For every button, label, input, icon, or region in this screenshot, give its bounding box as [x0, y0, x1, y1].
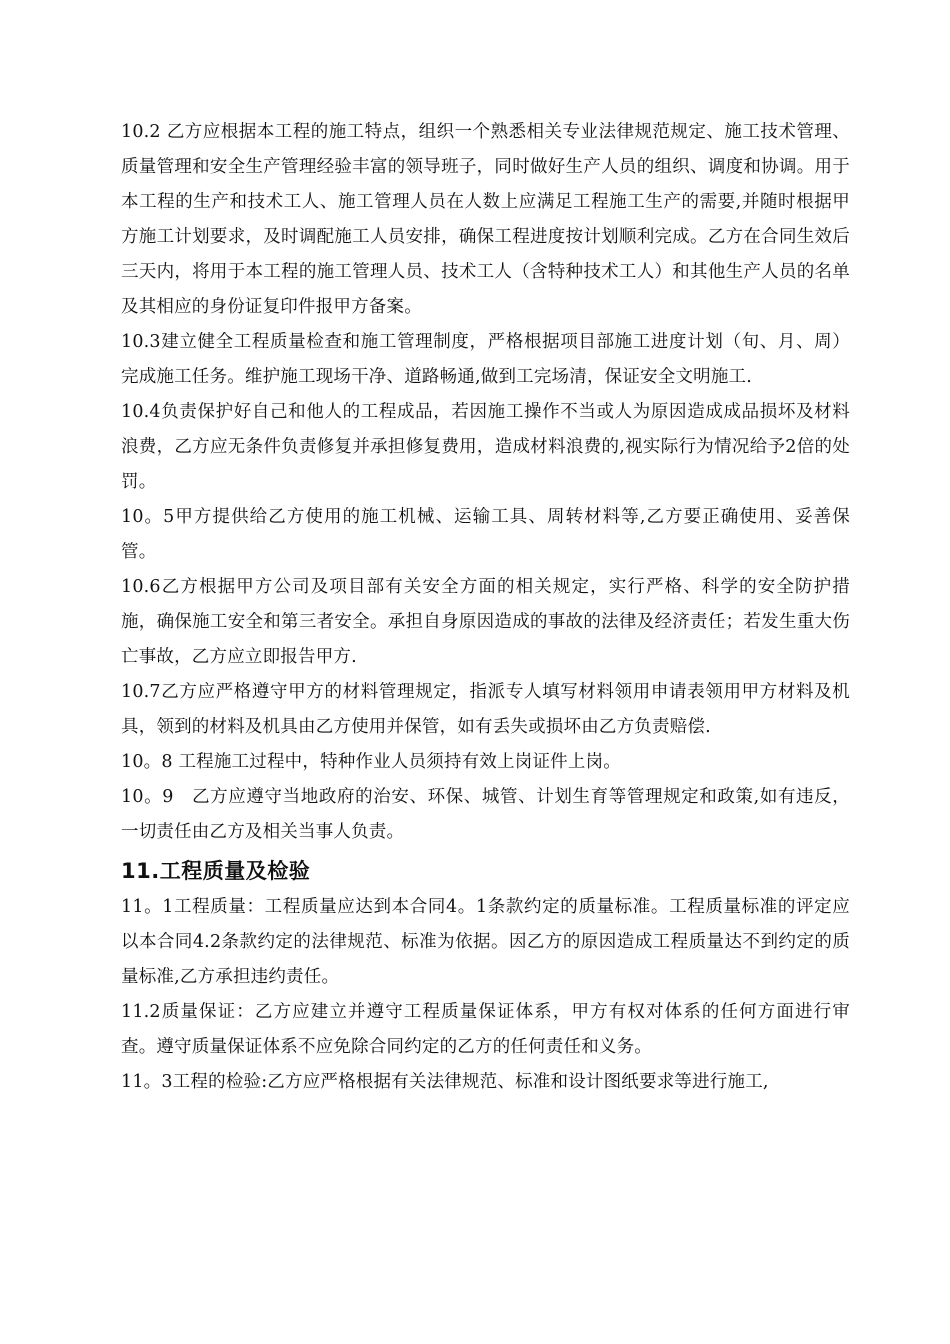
clause-11-3: 11。3工程的检验:乙方应严格根据有关法律规范、标准和设计图纸要求等进行施工,: [121, 1072, 769, 1092]
section-11-heading: 11.工程质量及检验: [121, 859, 311, 883]
clause-10-5: 10。5甲方提供给乙方使用的施工机械、运输工具、周转材料等,乙方要正确使用、妥善保管。: [121, 507, 850, 562]
clause-10-6: 10.6乙方根据甲方公司及项目部有关安全方面的相关规定，实行严格、科学的安全防护措施，确保施工安全和第三者安全。承担自身原因造成的事故的法律及经济责任；若发生重大伤亡事故，乙方应立即报告甲方.: [121, 577, 850, 667]
clause-10-8: 10。8 工程施工过程中，特种作业人员须持有效上岗证件上岗。: [121, 752, 621, 772]
clause-10-4: 10.4负责保护好自己和他人的工程成品，若因施工操作不当或人为原因造成成品损坏及材料浪费，乙方应无条件负责修复并承担修复费用，造成材料浪费的,视实际行为情况给予2倍的处罚。: [121, 402, 850, 492]
clause-10-3: 10.3建立健全工程质量检查和施工管理制度，严格根据项目部施工进度计划（旬、月、周）完成施工任务。维护施工现场干净、道路畅通,做到工完场清，保证安全文明施工.: [121, 332, 850, 387]
clause-10-9: 10。9 乙方应遵守当地政府的治安、环保、城管、计划生育等管理规定和政策,如有违反，一切责任由乙方及相关当事人负责。: [121, 787, 850, 842]
clause-11-2: 11.2质量保证：乙方应建立并遵守工程质量保证体系，甲方有权对体系的任何方面进行审查。遵守质量保证体系不应免除合同约定的乙方的任何责任和义务。: [121, 1002, 850, 1057]
clause-10-7: 10.7乙方应严格遵守甲方的材料管理规定，指派专人填写材料领用申请表领用甲方材料及机具，领到的材料及机具由乙方使用并保管，如有丢失或损坏由乙方负责赔偿.: [121, 682, 850, 737]
clause-11-1: 11。1工程质量：工程质量应达到本合同4。1条款约定的质量标准。工程质量标准的评定应以本合同4.2条款约定的法律规范、标准为依据。因乙方的原因造成工程质量达不到约定的质量标准,乙方承担违约责任。: [121, 897, 850, 987]
clause-10-2: 10.2 乙方应根据本工程的施工特点，组织一个熟悉相关专业法律规范规定、施工技术管理、质量管理和安全生产管理经验丰富的领导班子，同时做好生产人员的组织、调度和协调。用于本工程的生产和技术工人、施工管理人员在人数上应满足工程施工生产的需要,并随时根据甲方施工计划要求，及时调配施工人员安排，确保工程进度按计划顺利完成。乙方在合同生效后三天内，将用于本工程的施工管理人员、技术工人（含特种技术工人）和其他生产人员的名单及其相应的身份证复印件报甲方备案。: [121, 122, 850, 317]
